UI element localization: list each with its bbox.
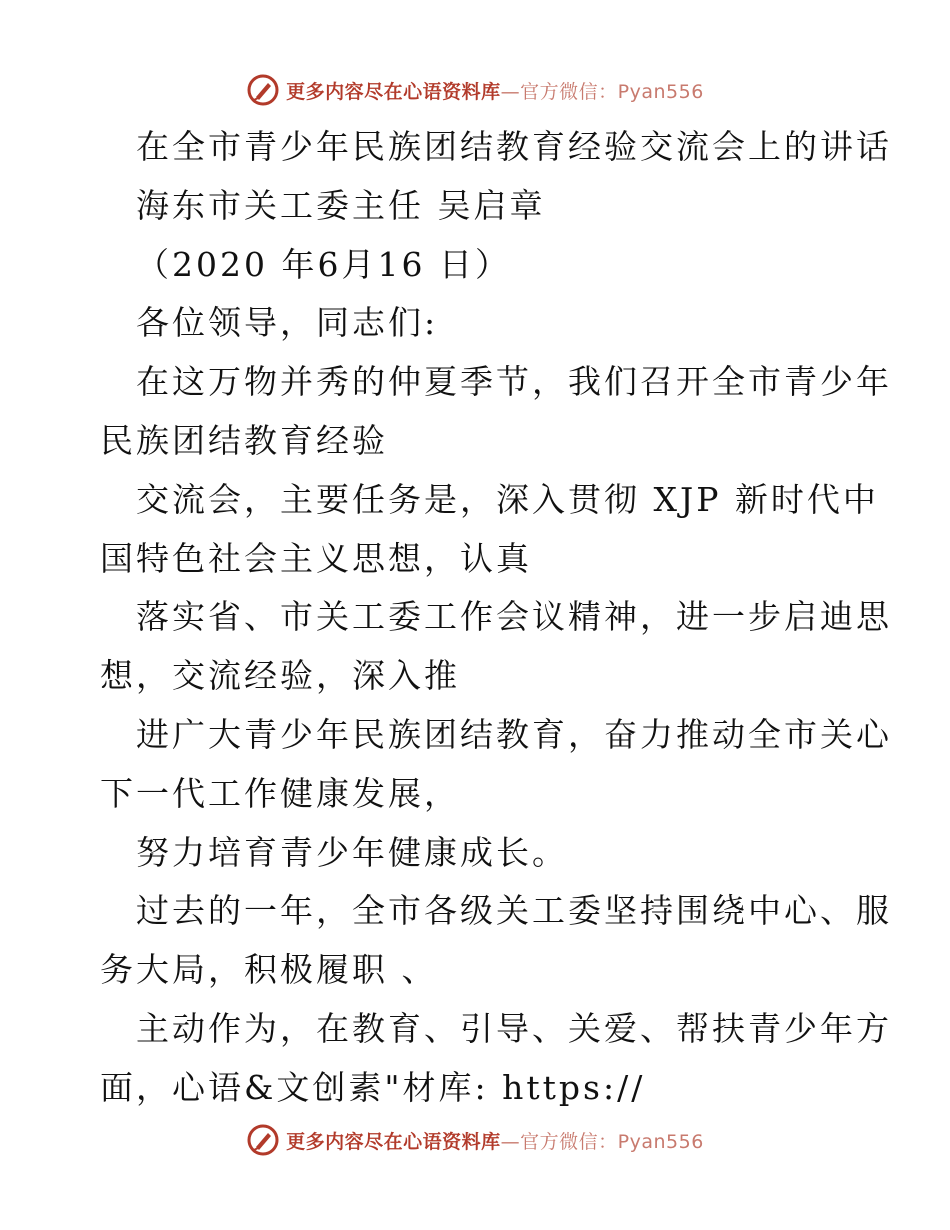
watermark-wechat: —官方微信：Pyan556 bbox=[500, 80, 704, 103]
document-body bbox=[100, 118, 892, 1118]
paragraph-line: 努力培育青少年健康成长。 bbox=[136, 832, 568, 872]
watermark-wechat: —官方微信：Pyan556 bbox=[500, 1130, 704, 1153]
header-watermark-banner bbox=[0, 70, 950, 110]
paragraph-line: 下一代工作健康发展， bbox=[100, 773, 460, 813]
paragraph-line: 交流会，主要任务是，深入贯彻 XJP 新时代中 bbox=[136, 479, 879, 519]
salutation: 各位领导，同志们: bbox=[136, 303, 439, 343]
paragraph-line: 在这万物并秀的仲夏季节，我们召开全市青少年 bbox=[136, 362, 892, 402]
paragraph-line: 主动作为，在教育、引导、关爱、帮扶青少年方 bbox=[136, 1008, 892, 1048]
watermark-text bbox=[286, 77, 704, 104]
watermark-lead: 更多内容尽在心语资料库 bbox=[286, 1130, 501, 1153]
paragraph-line: 民族团结教育经验 bbox=[100, 420, 388, 460]
footer-watermark-banner bbox=[0, 1120, 950, 1160]
paragraph-line: 国特色社会主义思想，认真 bbox=[100, 538, 532, 578]
paragraph-line: 进广大青少年民族团结教育，奋力推动全市关心 bbox=[136, 714, 892, 754]
watermark-text bbox=[286, 1127, 704, 1154]
paragraph-line: 面，心语&文创素"材库: https:// bbox=[100, 1067, 646, 1107]
paragraph-line: 过去的一年，全市各级关工委坚持围绕中心、服 bbox=[136, 891, 892, 931]
paragraph-line: 落实省、市关工委工作会议精神，进一步启迪思 bbox=[136, 597, 892, 637]
paragraph-line: 务大局，积极履职 、 bbox=[100, 950, 438, 990]
watermark-lead: 更多内容尽在心语资料库 bbox=[286, 80, 501, 103]
quill-logo-icon bbox=[246, 1123, 280, 1157]
paragraph-line: 想，交流经验，深入推 bbox=[100, 656, 460, 696]
speaker-line: 海东市关工委主任 吴启章 bbox=[136, 185, 546, 225]
speech-title: 在全市青少年民族团结教育经验交流会上的讲话 bbox=[136, 127, 892, 166]
quill-logo-icon bbox=[246, 73, 280, 107]
date-line: （2020 年6月16 日） bbox=[136, 244, 511, 284]
